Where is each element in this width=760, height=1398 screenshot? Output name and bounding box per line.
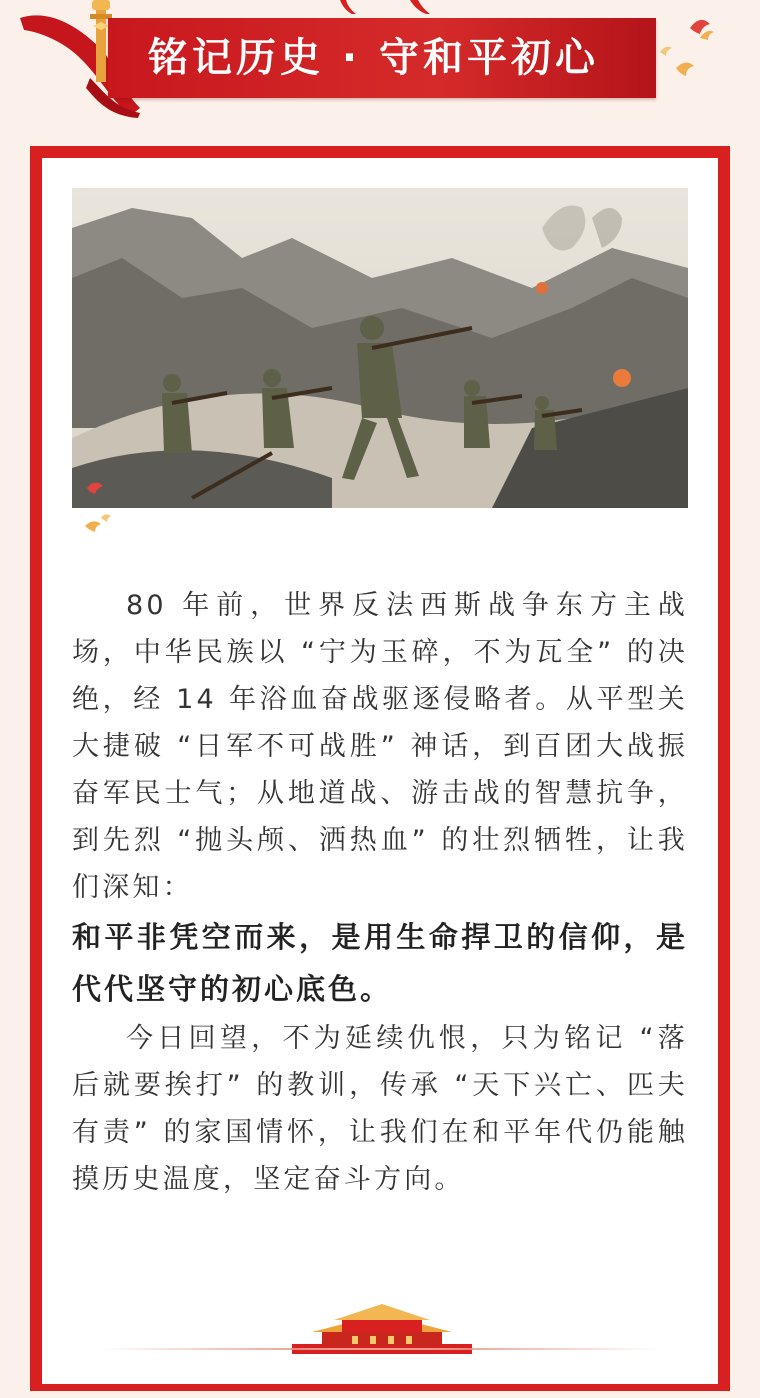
paragraph-1: 80 年前，世界反法西斯战争东方主战场，中华民族以 “宁为玉碎，不为瓦全” 的决绝，经 14 年浴血奋战驱逐侵略者。从平型关大捷破 “日军不可战胜” 神话，到百团大战振奋军民士气；从地道战、游击战的智慧抗争，到先烈 “抛头颅、洒热血” 的壮烈牺牲，让我们深知： bbox=[72, 590, 688, 903]
page-title: 铭记历史 · 守和平初心 bbox=[148, 35, 600, 81]
emphasis-statement: 和平非凭空而来，是用生命捍卫的信仰，是代代坚守的初心底色。 bbox=[72, 920, 688, 1006]
soldiers-charging-illustration bbox=[72, 188, 688, 508]
title-banner bbox=[108, 18, 656, 98]
doves-icon bbox=[640, 8, 740, 88]
doves-icon bbox=[77, 478, 147, 558]
header bbox=[0, 0, 760, 125]
paragraph-2: 今日回望，不为延续仇恨，只为铭记 “落后就要挨打” 的教训，传承 “天下兴亡、匹夫有责” 的家国情怀，让我们在和平年代仍能触摸历史温度，坚定奋斗方向。 bbox=[72, 1023, 688, 1195]
article-card-inner bbox=[42, 158, 718, 1384]
top-ornament-icon bbox=[330, 0, 450, 14]
divider bbox=[102, 1348, 658, 1350]
article-card bbox=[30, 146, 730, 1391]
article-body bbox=[72, 582, 688, 1203]
